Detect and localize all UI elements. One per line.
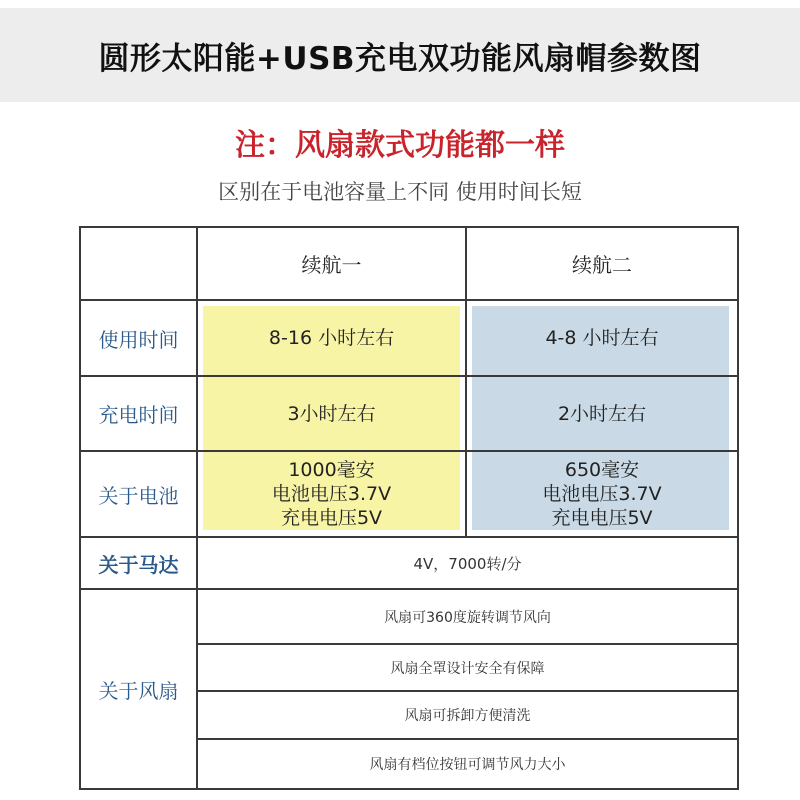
fan-feature-removable: 风扇可拆卸方便清洗: [404, 708, 531, 724]
table-rule: [737, 226, 739, 790]
motor-spec: 4V，7000转/分: [413, 554, 522, 573]
column-header-2: 续航二: [572, 253, 632, 277]
fan-feature-rotation: 风扇可360度旋转调节风向: [384, 609, 551, 626]
charge-time-col1: 3小时左右: [287, 402, 376, 425]
page-title: 圆形太阳能+USB充电双功能风扇帽参数图: [98, 40, 702, 77]
battery-col2-capacity: 650毫安: [564, 459, 640, 481]
usage-time-col2: 4-8 小时左右: [545, 327, 659, 349]
row-label-usage-time: 使用时间: [98, 327, 179, 352]
charge-time-col2: 2小时左右: [557, 402, 647, 425]
table-rule: [79, 788, 739, 790]
row-label-charge-time: 充电时间: [98, 403, 179, 427]
note-subline: 区别在于电池容量上不同 使用时间长短: [218, 180, 582, 204]
battery-col2-charge-voltage: 充电电压5V: [551, 507, 653, 529]
note-headline: 注：风扇款式功能都一样: [235, 128, 565, 163]
battery-col1: [198, 452, 465, 536]
battery-col1-capacity: 1000毫安: [288, 459, 375, 481]
row-label-fan: 关于风扇: [98, 678, 179, 703]
battery-col1-voltage: 电池电压3.7V: [271, 483, 392, 505]
column-header-1: 续航一: [301, 253, 362, 277]
battery-col2: [467, 452, 737, 536]
fan-feature-guard: 风扇全罩设计安全有保障: [390, 660, 545, 677]
battery-col1-charge-voltage: 充电电压5V: [280, 507, 383, 529]
row-label-battery: 关于电池: [98, 483, 179, 508]
fan-feature-speed-button: 风扇有档位按钮可调节风力大小: [369, 757, 566, 773]
battery-col2-voltage: 电池电压3.7V: [542, 483, 662, 505]
row-label-motor: 关于马达: [98, 552, 179, 577]
usage-time-col1: 8-16 小时左右: [268, 327, 395, 349]
